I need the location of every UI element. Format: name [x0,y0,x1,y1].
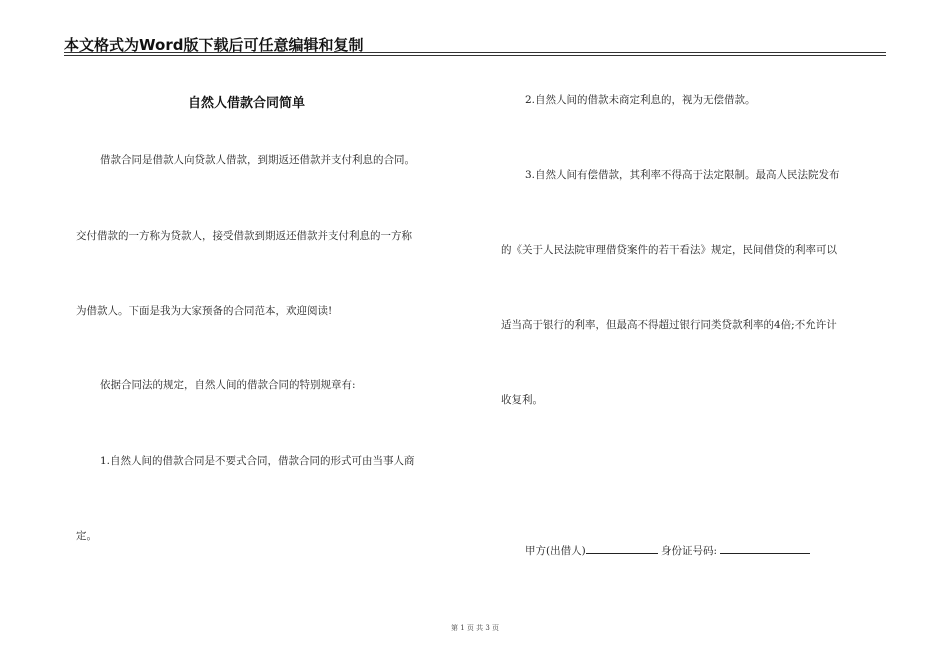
paragraph-line: 借款合同是借款人向贷款人借款，到期返还借款并支付利息的合同。 [100,154,415,166]
paragraph-line: 交付借款的一方称为贷款人，接受借款到期返还借款并支付利息的一方称 [76,230,412,242]
paragraph-line: 3.自然人间有偿借款，其利率不得高于法定限制。最高人民法院发布 [525,169,840,181]
paragraph-line: 为借款人。下面是我为大家预备的合同范本，欢迎阅读! [76,305,333,317]
paragraph-line: 收复利。 [501,394,543,406]
paragraph-line: 定。 [76,530,97,542]
party-blank [586,542,658,554]
paragraph-line: 1.自然人间的借款合同是不要式合同，借款合同的形式可由当事人商 [100,455,415,467]
party-label: 甲方(出借人) [525,545,586,557]
id-blank [720,542,810,554]
page-indicator: 第 1 页 共 3 页 [450,624,500,632]
signature-line [525,542,810,558]
paragraph-line: 的《关于人民法院审理借贷案件的若干看法》规定，民间借贷的利率可以 [501,244,837,256]
header-rule-top [64,52,886,53]
paragraph-line: 2.自然人间的借款未商定利息的，视为无偿借款。 [525,94,756,106]
paragraph-line: 依据合同法的规定，自然人间的借款合同的特别规章有: [100,379,356,391]
paragraph-line: 适当高于银行的利率，但最高不得超过银行同类贷款利率的4倍;不允许计 [501,319,837,331]
id-label: 身份证号码: [661,545,718,557]
header-banner: 本文格式为Word版下载后可任意编辑和复制 [64,36,364,54]
document-title: 自然人借款合同简单 [188,96,306,111]
header-rule-bottom [64,55,886,56]
